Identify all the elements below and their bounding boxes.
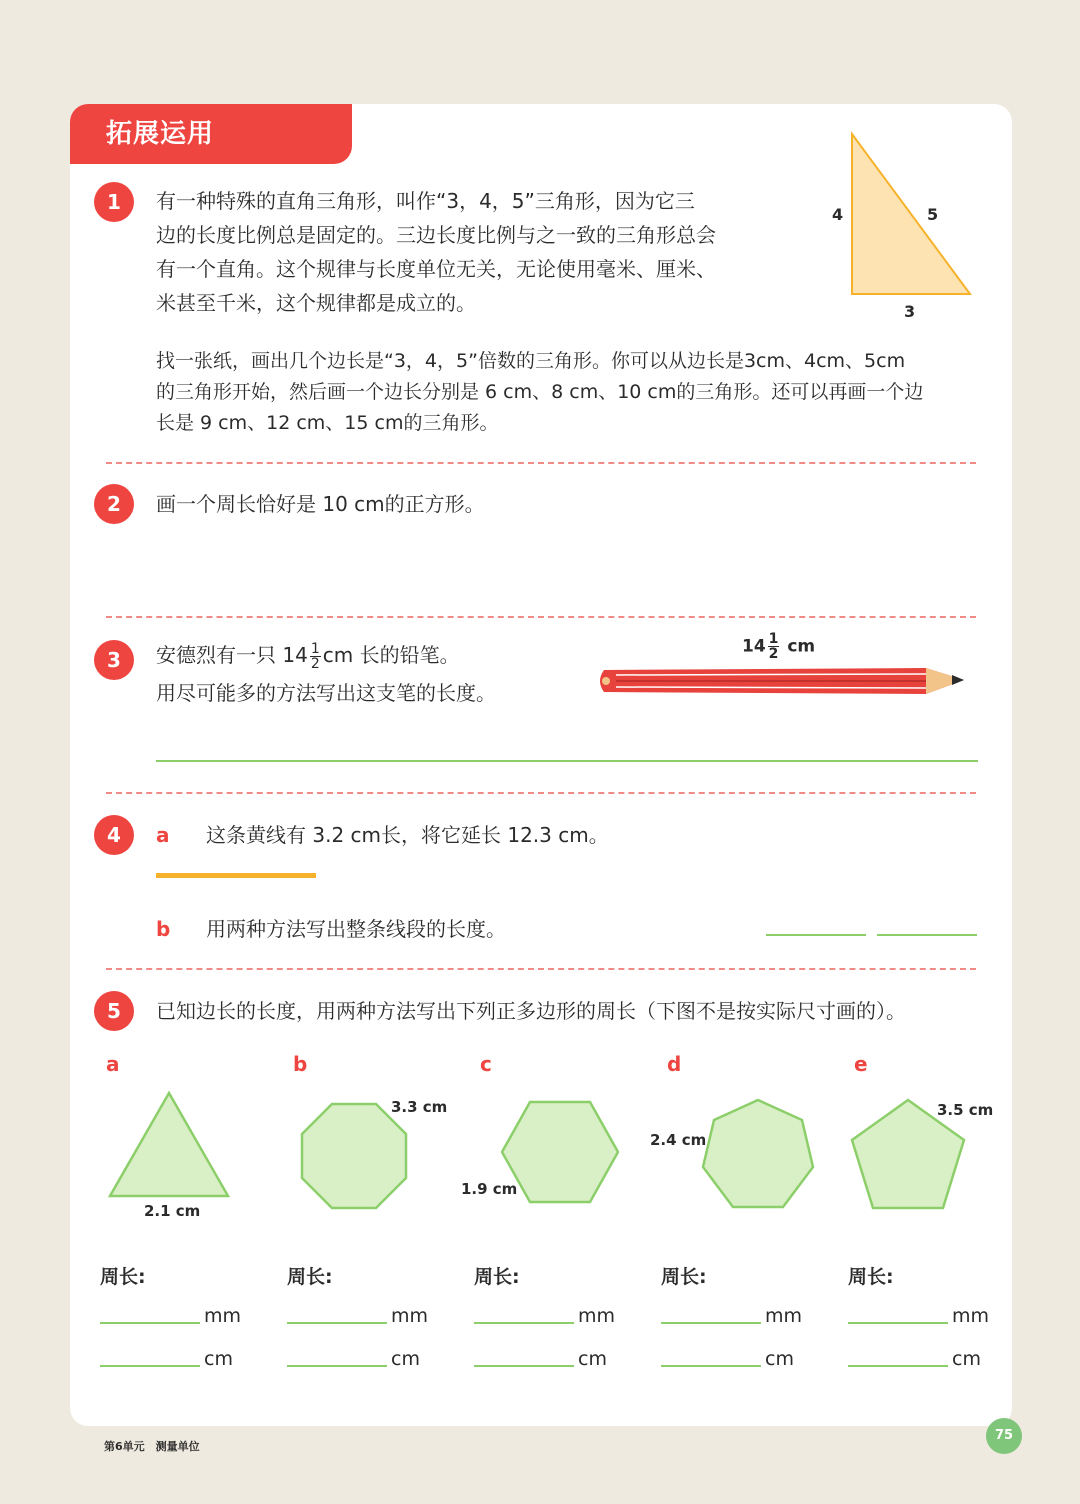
q1-task-line: 找一张纸，画出几个边长是“3，4，5”倍数的三角形。你可以从边长是3cm、4cm、5cm: [156, 350, 906, 372]
pencil-lead: [952, 675, 964, 685]
pencil-unit: cm: [787, 636, 816, 657]
divider: [106, 616, 976, 618]
perimeter-label-c: 周长:: [474, 1266, 520, 1288]
shape-letter-e: e: [854, 1052, 868, 1076]
triangle-a: [100, 1085, 240, 1205]
divider: [106, 792, 976, 794]
answer-line-e-cm[interactable]: [848, 1365, 948, 1367]
q1-line: 边的长度比例总是固定的。三边长度比例与之一致的三角形总会: [156, 223, 716, 247]
q4-answer-line-1[interactable]: [766, 934, 866, 936]
q4-b-text: 用两种方法写出整条线段的长度。: [206, 917, 506, 941]
divider: [106, 968, 976, 970]
perimeter-label-a: 周长:: [100, 1266, 146, 1288]
pencil-illustration: [596, 664, 970, 698]
q3-whole: 14: [282, 643, 308, 667]
answer-line-b-mm[interactable]: [287, 1322, 387, 1324]
equilateral-triangle: [110, 1093, 228, 1196]
pencil-frac-den: 2: [768, 646, 779, 662]
yellow-line[interactable]: [156, 873, 316, 878]
q4-a-text: 这条黄线有 3.2 cm长，将它延长 12.3 cm。: [206, 823, 609, 847]
right-triangle-shape: [852, 134, 970, 294]
heptagon-d: [696, 1094, 820, 1216]
triangle-label-bottom: 3: [904, 302, 916, 321]
q3-line-1: [156, 638, 460, 672]
shape-d-side-label: 2.4 cm: [650, 1131, 707, 1149]
answer-line-a-cm[interactable]: [100, 1365, 200, 1367]
q4-a-letter: a: [156, 823, 170, 847]
perimeter-label-d: 周长:: [661, 1266, 707, 1288]
unit-mm-a: mm: [204, 1305, 242, 1327]
answer-line-d-mm[interactable]: [661, 1322, 761, 1324]
pencil-whole: 14: [742, 636, 766, 657]
shape-letter-d: d: [667, 1052, 682, 1076]
perimeter-label-e: 周长:: [848, 1266, 894, 1288]
unit-mm-c: mm: [578, 1305, 616, 1327]
q5-text: 已知边长的长度，用两种方法写出下列正多边形的周长（下图不是按实际尺寸画的）。: [156, 999, 906, 1023]
q3-frac-den: 2: [310, 656, 320, 672]
unit-cm-b: cm: [391, 1348, 420, 1370]
question-1-number: 1: [94, 182, 134, 222]
q4-answer-line-2[interactable]: [877, 934, 977, 936]
q1-task: [156, 346, 923, 439]
pencil-length-label: [742, 632, 815, 661]
shape-c-side-label: 1.9 cm: [461, 1180, 518, 1198]
q1-line: 有一种特殊的直角三角形，叫作“3，4，5”三角形，因为它三: [156, 189, 695, 213]
shape-letter-b: b: [293, 1052, 308, 1076]
q3-text-start: 安德烈有一只: [156, 643, 283, 667]
q1-line: 米甚至千米，这个规律都是成立的。: [156, 291, 476, 315]
answer-line-d-cm[interactable]: [661, 1365, 761, 1367]
q4-b-letter: b: [156, 917, 171, 941]
q1-task-line: 长是 9 cm、12 cm、15 cm的三角形。: [156, 412, 499, 434]
q1-line: 有一个直角。这个规律与长度单位无关，无论使用毫米、厘米、: [156, 257, 716, 281]
regular-octagon: [302, 1104, 406, 1208]
unit-mm-b: mm: [391, 1305, 429, 1327]
q3-frac-num: 1: [310, 641, 320, 657]
section-title: 拓展运用: [70, 104, 352, 164]
answer-line-a-mm[interactable]: [100, 1322, 200, 1324]
answer-line-c-cm[interactable]: [474, 1365, 574, 1367]
shape-a-side-label: 2.1 cm: [144, 1202, 201, 1220]
unit-cm-e: cm: [952, 1348, 981, 1370]
regular-heptagon: [703, 1100, 813, 1207]
divider: [106, 462, 976, 464]
q3-answer-line[interactable]: [156, 760, 978, 762]
answer-line-e-mm[interactable]: [848, 1322, 948, 1324]
pencil-frac-num: 1: [768, 631, 779, 647]
shape-e-side-label: 3.5 cm: [937, 1101, 994, 1119]
question-3-number: 3: [94, 640, 134, 680]
unit-mm-d: mm: [765, 1305, 803, 1327]
perimeter-label-b: 周长:: [287, 1266, 333, 1288]
regular-hexagon: [502, 1102, 618, 1202]
q1-task-line: 的三角形开始，然后画一个边长分别是 6 cm、8 cm、10 cm的三角形。还可以再画一个边: [156, 381, 924, 403]
right-triangle-figure: [846, 128, 976, 300]
shape-letter-c: c: [480, 1052, 492, 1076]
q3-text-end: cm 长的铅笔。: [322, 643, 460, 667]
unit-cm-a: cm: [204, 1348, 233, 1370]
triangle-label-hypotenuse: 5: [927, 205, 939, 224]
q2-text: 画一个周长恰好是 10 cm的正方形。: [156, 492, 485, 516]
q3-fraction: [310, 642, 321, 671]
answer-line-b-cm[interactable]: [287, 1365, 387, 1367]
unit-cm-c: cm: [578, 1348, 607, 1370]
shape-letter-a: a: [106, 1052, 120, 1076]
pencil-end: [602, 677, 610, 685]
question-5-number: 5: [94, 991, 134, 1031]
answer-line-c-mm[interactable]: [474, 1322, 574, 1324]
question-2-number: 2: [94, 484, 134, 524]
unit-mm-e: mm: [952, 1305, 990, 1327]
unit-cm-d: cm: [765, 1348, 794, 1370]
q3-line-2: 用尽可能多的方法写出这支笔的长度。: [156, 681, 496, 705]
q1-paragraph: [156, 184, 716, 320]
footer-unit-label: 第6单元 测量单位: [104, 1440, 200, 1453]
question-4-number: 4: [94, 815, 134, 855]
shape-b-side-label: 3.3 cm: [391, 1098, 448, 1116]
page-number: 75: [986, 1418, 1022, 1454]
triangle-label-left: 4: [832, 205, 844, 224]
pencil-fraction: [768, 632, 780, 661]
